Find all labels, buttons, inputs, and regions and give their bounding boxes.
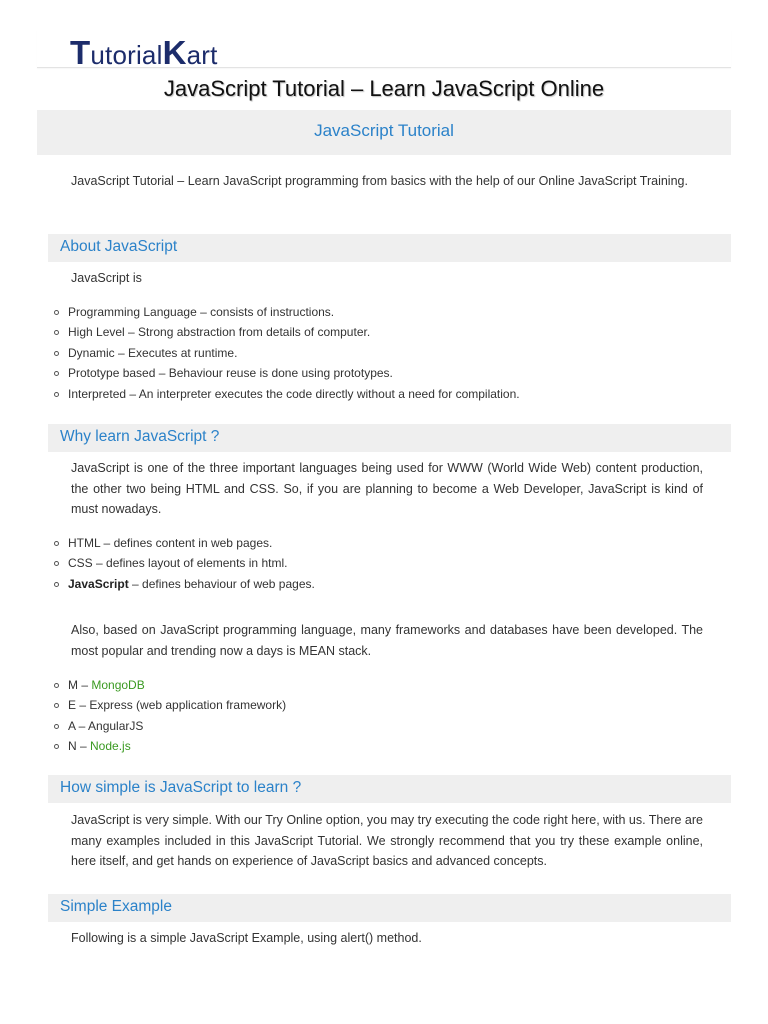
tutorial-banner	[37, 110, 731, 155]
frameworks-paragraph: Also, based on JavaScript programming language, many frameworks and databases have been developed. The most popular and trending now a days is MEAN stack.	[71, 623, 703, 658]
mean-stack-list	[54, 675, 286, 757]
list-item: JavaScript – defines behaviour of web pages.	[54, 574, 315, 594]
bullet-icon	[54, 724, 59, 729]
about-lead: JavaScript is	[71, 271, 142, 285]
tutorialkart-logo[interactable]: TutorialKart	[70, 34, 218, 71]
list-item: A – AngularJS	[54, 716, 286, 736]
bullet-icon	[54, 582, 59, 587]
bullet-icon	[54, 351, 59, 356]
list-item: CSS – defines layout of elements in html.	[54, 553, 315, 573]
intro-paragraph: JavaScript Tutorial – Learn JavaScript programming from basics with the help of our Online JavaScript Training.	[71, 174, 688, 188]
mongodb-link[interactable]: MongoDB	[91, 678, 145, 692]
section-simple-example	[48, 894, 731, 922]
banner-title: JavaScript Tutorial	[314, 121, 454, 140]
header-bar	[37, 30, 731, 71]
bullet-icon	[54, 392, 59, 397]
list-item: N – Node.js	[54, 736, 286, 756]
section-heading: Why learn JavaScript ?	[60, 428, 220, 445]
section-heading: Simple Example	[60, 898, 172, 915]
why-paragraph: JavaScript is one of the three important languages being used for WWW (World Wide Web) content production, the other two being HTML and CSS. So, if you are planning to become a Web Developer, JavaScript is kind of must nowadays.	[71, 461, 703, 516]
example-paragraph: Following is a simple JavaScript Example, using alert() method.	[71, 931, 422, 945]
bullet-icon	[54, 330, 59, 335]
section-why-learn	[48, 424, 731, 452]
section-heading: How simple is JavaScript to learn ?	[60, 779, 302, 796]
list-item: Programming Language – consists of instructions.	[54, 302, 520, 322]
list-item: High Level – Strong abstraction from details of computer.	[54, 322, 520, 342]
list-item: HTML – defines content in web pages.	[54, 533, 315, 553]
web-technologies-list	[54, 533, 315, 594]
section-heading: About JavaScript	[60, 238, 178, 255]
bullet-icon	[54, 310, 59, 315]
bullet-icon	[54, 744, 59, 749]
list-item: M – MongoDB	[54, 675, 286, 695]
list-item: Dynamic – Executes at runtime.	[54, 343, 520, 363]
bullet-icon	[54, 683, 59, 688]
section-about-javascript	[48, 234, 731, 262]
section-how-simple	[48, 775, 731, 803]
list-item: Interpreted – An interpreter executes the code directly without a need for compilation.	[54, 384, 520, 404]
how-paragraph: JavaScript is very simple. With our Try Online option, you may try executing the code right here, with us. There are many examples included in this JavaScript Tutorial. We strongly recommend that you try these example online, here itself, and get hands on experience of JavaScript basics and advanced concepts.	[71, 813, 703, 868]
nodejs-link[interactable]: Node.js	[90, 739, 131, 754]
page-title: JavaScript Tutorial – Learn JavaScript Online	[163, 76, 605, 101]
list-item: Prototype based – Behaviour reuse is done using prototypes.	[54, 363, 520, 383]
bullet-icon	[54, 371, 59, 376]
about-list	[54, 302, 520, 404]
bullet-icon	[54, 561, 59, 566]
bullet-icon	[54, 703, 59, 708]
list-item: E – Express (web application framework)	[54, 695, 286, 715]
bullet-icon	[54, 541, 59, 546]
